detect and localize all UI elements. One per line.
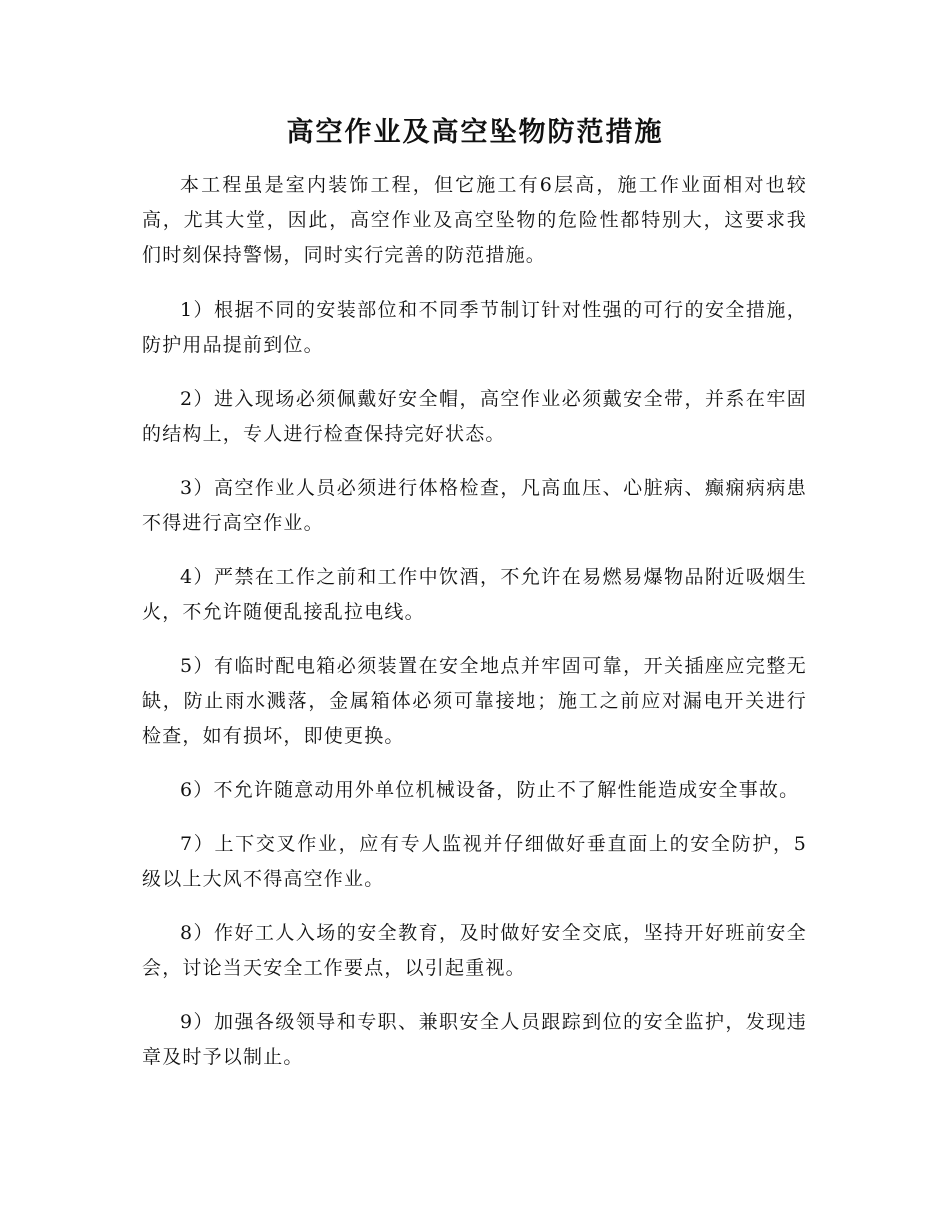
measure-item-5: 5）有临时配电箱必须装置在安全地点并牢固可靠，开关插座应完整无缺，防止雨水溅落，金属箱体必须可靠接地；施工之前应对漏电开关进行检查，如有损坏，即使更换。 (142, 655, 807, 747)
measure-item-2: 2）进入现场必须佩戴好安全帽，高空作业必须戴安全带，并系在牢固的结构上，专人进行检查保持完好状态。 (142, 388, 807, 445)
measure-item-9: 9）加强各级领导和专职、兼职安全人员跟踪到位的安全监护，发现违章及时予以制止。 (142, 1011, 807, 1068)
document-title: 高空作业及高空坠物防范措施 (286, 117, 664, 148)
measure-item-6: 6）不允许随意动用外单位机械设备，防止不了解性能造成安全事故。 (180, 779, 800, 801)
measure-item-7: 7）上下交叉作业，应有专人监视并仔细做好垂直面上的安全防护，5级以上大风不得高空作业。 (142, 833, 807, 890)
measure-item-4: 4）严禁在工作之前和工作中饮酒，不允许在易燃易爆物品附近吸烟生火，不允许随便乱接乱拉电线。 (142, 566, 807, 623)
measure-item-1: 1）根据不同的安装部位和不同季节制订针对性强的可行的安全措施，防护用品提前到位。 (142, 299, 807, 356)
intro-paragraph: 本工程虽是室内装饰工程，但它施工有6层高，施工作业面相对也较高，尤其大堂，因此，高空作业及高空坠物的危险性都特别大，这要求我们时刻保持警惕，同时实行完善的防范措施。 (142, 174, 807, 266)
measure-item-3: 3）高空作业人员必须进行体格检查，凡高血压、心脏病、癫痫病病患不得进行高空作业。 (142, 477, 807, 534)
document-body (142, 168, 807, 1094)
measure-item-8: 8）作好工人入场的安全教育，及时做好安全交底，坚持开好班前安全会，讨论当天安全工作要点，以引起重视。 (142, 922, 807, 979)
